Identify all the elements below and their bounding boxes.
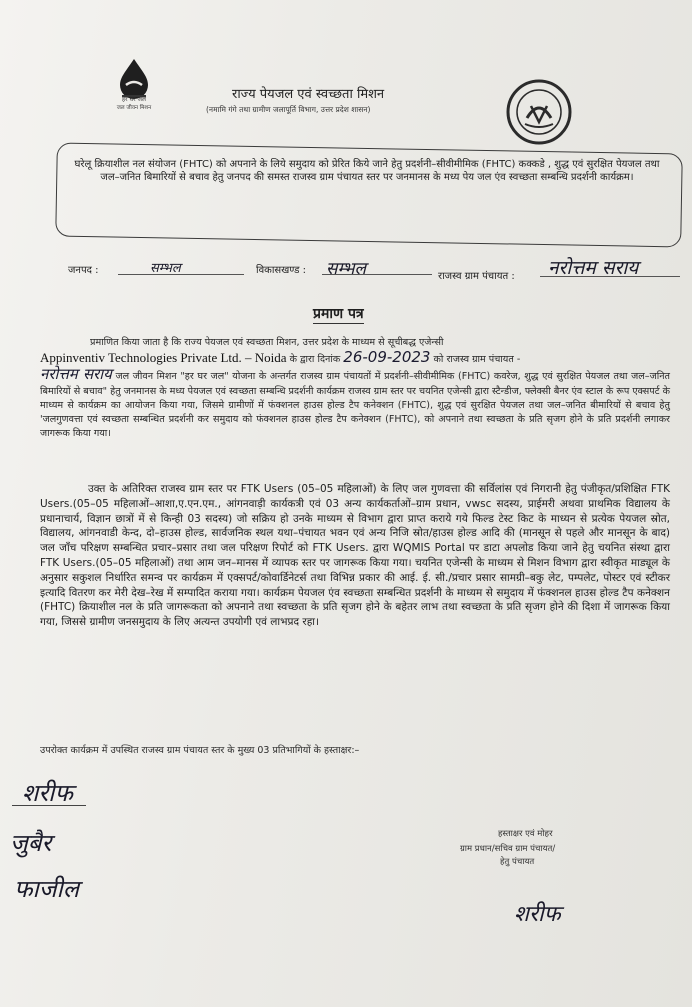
certificate-title: प्रमाण पत्र: [313, 306, 364, 322]
signature-2: जुबैर: [10, 829, 52, 857]
district-value: सम्भल: [150, 261, 181, 276]
certificate-paragraph-2: उक्त के अतिरिक्त राजस्व ग्राम स्तर पर FTK Users (05–05 महिलाओं) के लिए जल गुणवत्ता की सर्विलांस एवं निगरानी हेतु पंजीकृत/प्रशिक्षित FTK Users.(05–05 महिलाओं–आशा,ए.एन.एम., आंगनवाड़ी कार्यकत्री एवं 03 अन्य कार्यकर्ताओं–ग्राम प्रधान, vwsc सदस्य, प्राईमरी अथवा प्राथमिक विद्यालय के प्रधानाचार्य, विज्ञान छात्रों में से किन्ही 03 सदस्य) जो सक्रिय हो उनके माध्यम से विभाग द्वारा प्राप्त कराये गये फिल्ड टेस्ट किट के माध्यन से प्रत्येक पेयजल स्रोत, विद्यालय, आंगनवाडी केन्द, दो–हाउस होल्ड, सार्वजनिक स्थल यथा–पंचायत भवन एवं अन्य निजि स्रोत/हाउस होल्ड आदि की (मानसून से पहले और मानसून के बाद) जल जाँच परिक्षण सम्बन्धित प्रचार–प्रसार तथा जल परिक्षण रिपोर्ट को FTK Users. द्वारा WQMIS Portal पर डाटा अपलोड किया जाने हेतु चयनित संस्था द्वारा FTK Users.(05–05 महिलाओं) तथा आम जन–मानस में व्यापक स्तर पर जागरूक किया गया। चयनित एजेन्सी के माध्यम से मिशन विभाग द्वारा स्वीकृत माड्यूल के अनुसार सकुशल निर्धारित समन्व पर कार्यक्रम में एक्सपर्ट/कोवार्डिनेटर्स तथा विभिन्न प्रकार की आई. ई. सी./प्रचार प्रसार सामग्री–बकु लेट, पम्पलेट, पोस्टर एवं स्टीकर इत्यादि वितरण कर मेरी देख–रेख में सम्पादित कराया गया। कार्यक्रम पेयजल एंव स्वच्छता सम्बन्धित प्रदर्शनी के माध्यम से समुदाय में फंक्शनल हाउस होल्ड टैप कनेक्शन (FHTC) क्रियाशील नल के प्रति जागरूकता को अपनाने तथा स्वच्छता के प्रति सृजग होने के बहेतर लाभ तथा स्वच्छता के प्रति सृजग होने की दिशा में जागरूक किया गया, जिससे ग्रामीण जनसमुदाय के लिए अत्यन्त उपयोगी एवं लाभप्रद रहा।: [40, 483, 670, 629]
up-government-seal: [505, 78, 573, 146]
p1-date-suffix: को राजस्व ग्राम पंचायत -: [433, 354, 521, 366]
p1-rest: जल जीवन मिशन "हर घर जल" योजना के अन्तर्गत राजस्व ग्राम पंचायतों में प्रदर्शनी–सीवीमीमिक (FHTC) कवरेज, शुद्ध एवं सुरक्षित पेयजल तथा जल–जनित बिमारियों से बचाव" हेतु जनमानस के मध्य पेयजल एवं स्वच्छता सम्बन्धि प्रदर्शनी कार्यक्रम राजस्व ग्राम स्तर पर चयनित एजेन्सी द्वारा स्टैन्डीज, फ्लेक्सी बैनर एंव स्टाल के रूप एक्सपर्ट के माध्यम से कार्यक्रम का आयोजन किया गया, जिसमे ग्रामीणों में फंक्शनल हाउस होल्ड टैप कनेक्शन (FHTC), शुद्ध एवं सुरक्षित पेयजल तथा जल–जनित बीमारियों से बचाव हेतु 'जलगुणवत्ता एवं स्वच्छता सम्बन्धित प्रदर्शनी कर समुदाय को फंक्शनल हाउस होल्ड टैप कनेक्शन (FHTC), को अपनाने तथा स्वच्छता के प्रति सृजग होने के प्रति प्रदर्शनी लगाकर जागरूक किया गया।: [40, 371, 670, 440]
panchayat-value: नरोत्तम सराय: [548, 257, 639, 279]
logo-text: हर घर जल: [122, 96, 146, 103]
seal-emblem-icon: [505, 78, 573, 146]
program-description: घरेलू क्रियाशील नल संयोजन (FHTC) को अपनाने के लिये समुदाय को प्रेरित किये जाने हेतु प्रदर्शनी–सीवीमीमिक (FHTC) कक्कडे , शुद्ध एवं सुरक्षित पेयजल तथा जल–जनित बिमारियों से बचाव हेतु जनपद की समस्त राजस्व ग्राम पंचायत स्तर पर जनमानस के मध्य पेय जल एंव स्वच्छता सम्बन्धि प्रदर्शनी कार्यक्रम।: [74, 159, 660, 183]
signature-right: शरीफ: [514, 902, 561, 927]
attendance-text: उपरोक्त कार्यक्रम में उपस्थित राजस्व ग्राम पंचायत स्तर के मुख्य 03 प्रतिभागियों के हस्ताक्षर:–: [40, 745, 360, 756]
block-label: विकासखण्ड :: [256, 265, 307, 276]
program-date: 26-09-2023: [343, 348, 431, 367]
certificate-paragraph-1: [40, 336, 670, 441]
signature-1-line: [12, 805, 86, 806]
p1-date-prefix: के द्वारा दिनांक: [289, 354, 341, 366]
village-name-hand: नरोत्तम सराय: [40, 365, 112, 384]
block-value: सम्भल: [326, 259, 367, 279]
district-label: जनपद :: [68, 265, 99, 276]
header-title: राज्य पेयजल एवं स्वच्छता मिशन: [232, 87, 385, 102]
panchayat-label: राजस्व ग्राम पंचायत :: [438, 271, 515, 282]
logo-caption: जल जीवन मिशन: [116, 105, 152, 111]
agency-name: Appinventiv Technologies Private Ltd. – Noida: [40, 350, 287, 366]
sign-and-seal-label: हस्ताक्षर एवं मोहर: [498, 829, 553, 839]
signatory-role: ग्राम प्रधान/सचिव ग्राम पंचायत/: [460, 844, 556, 854]
location-fields: [0, 257, 692, 288]
signatory-role-2: हेतु पंचायत: [500, 857, 535, 867]
har-ghar-jal-logo: [108, 55, 160, 113]
signature-1: शरीफ: [22, 779, 73, 807]
signature-3: फाजील: [14, 875, 80, 903]
p1-start: प्रमाणित किया जाता है कि राज्य पेयजल एवं स्वच्छता मिशन, उत्तर प्रदेश के माध्यम से सूचीबद्ध एजेन्सी: [90, 337, 444, 348]
signatory-block: [460, 828, 640, 869]
district-line: [118, 274, 244, 275]
header-subtitle: (नमामि गंगे तथा ग्रामीण जलापूर्ति विभाग, उत्तर प्रदेश शासन): [206, 105, 371, 114]
